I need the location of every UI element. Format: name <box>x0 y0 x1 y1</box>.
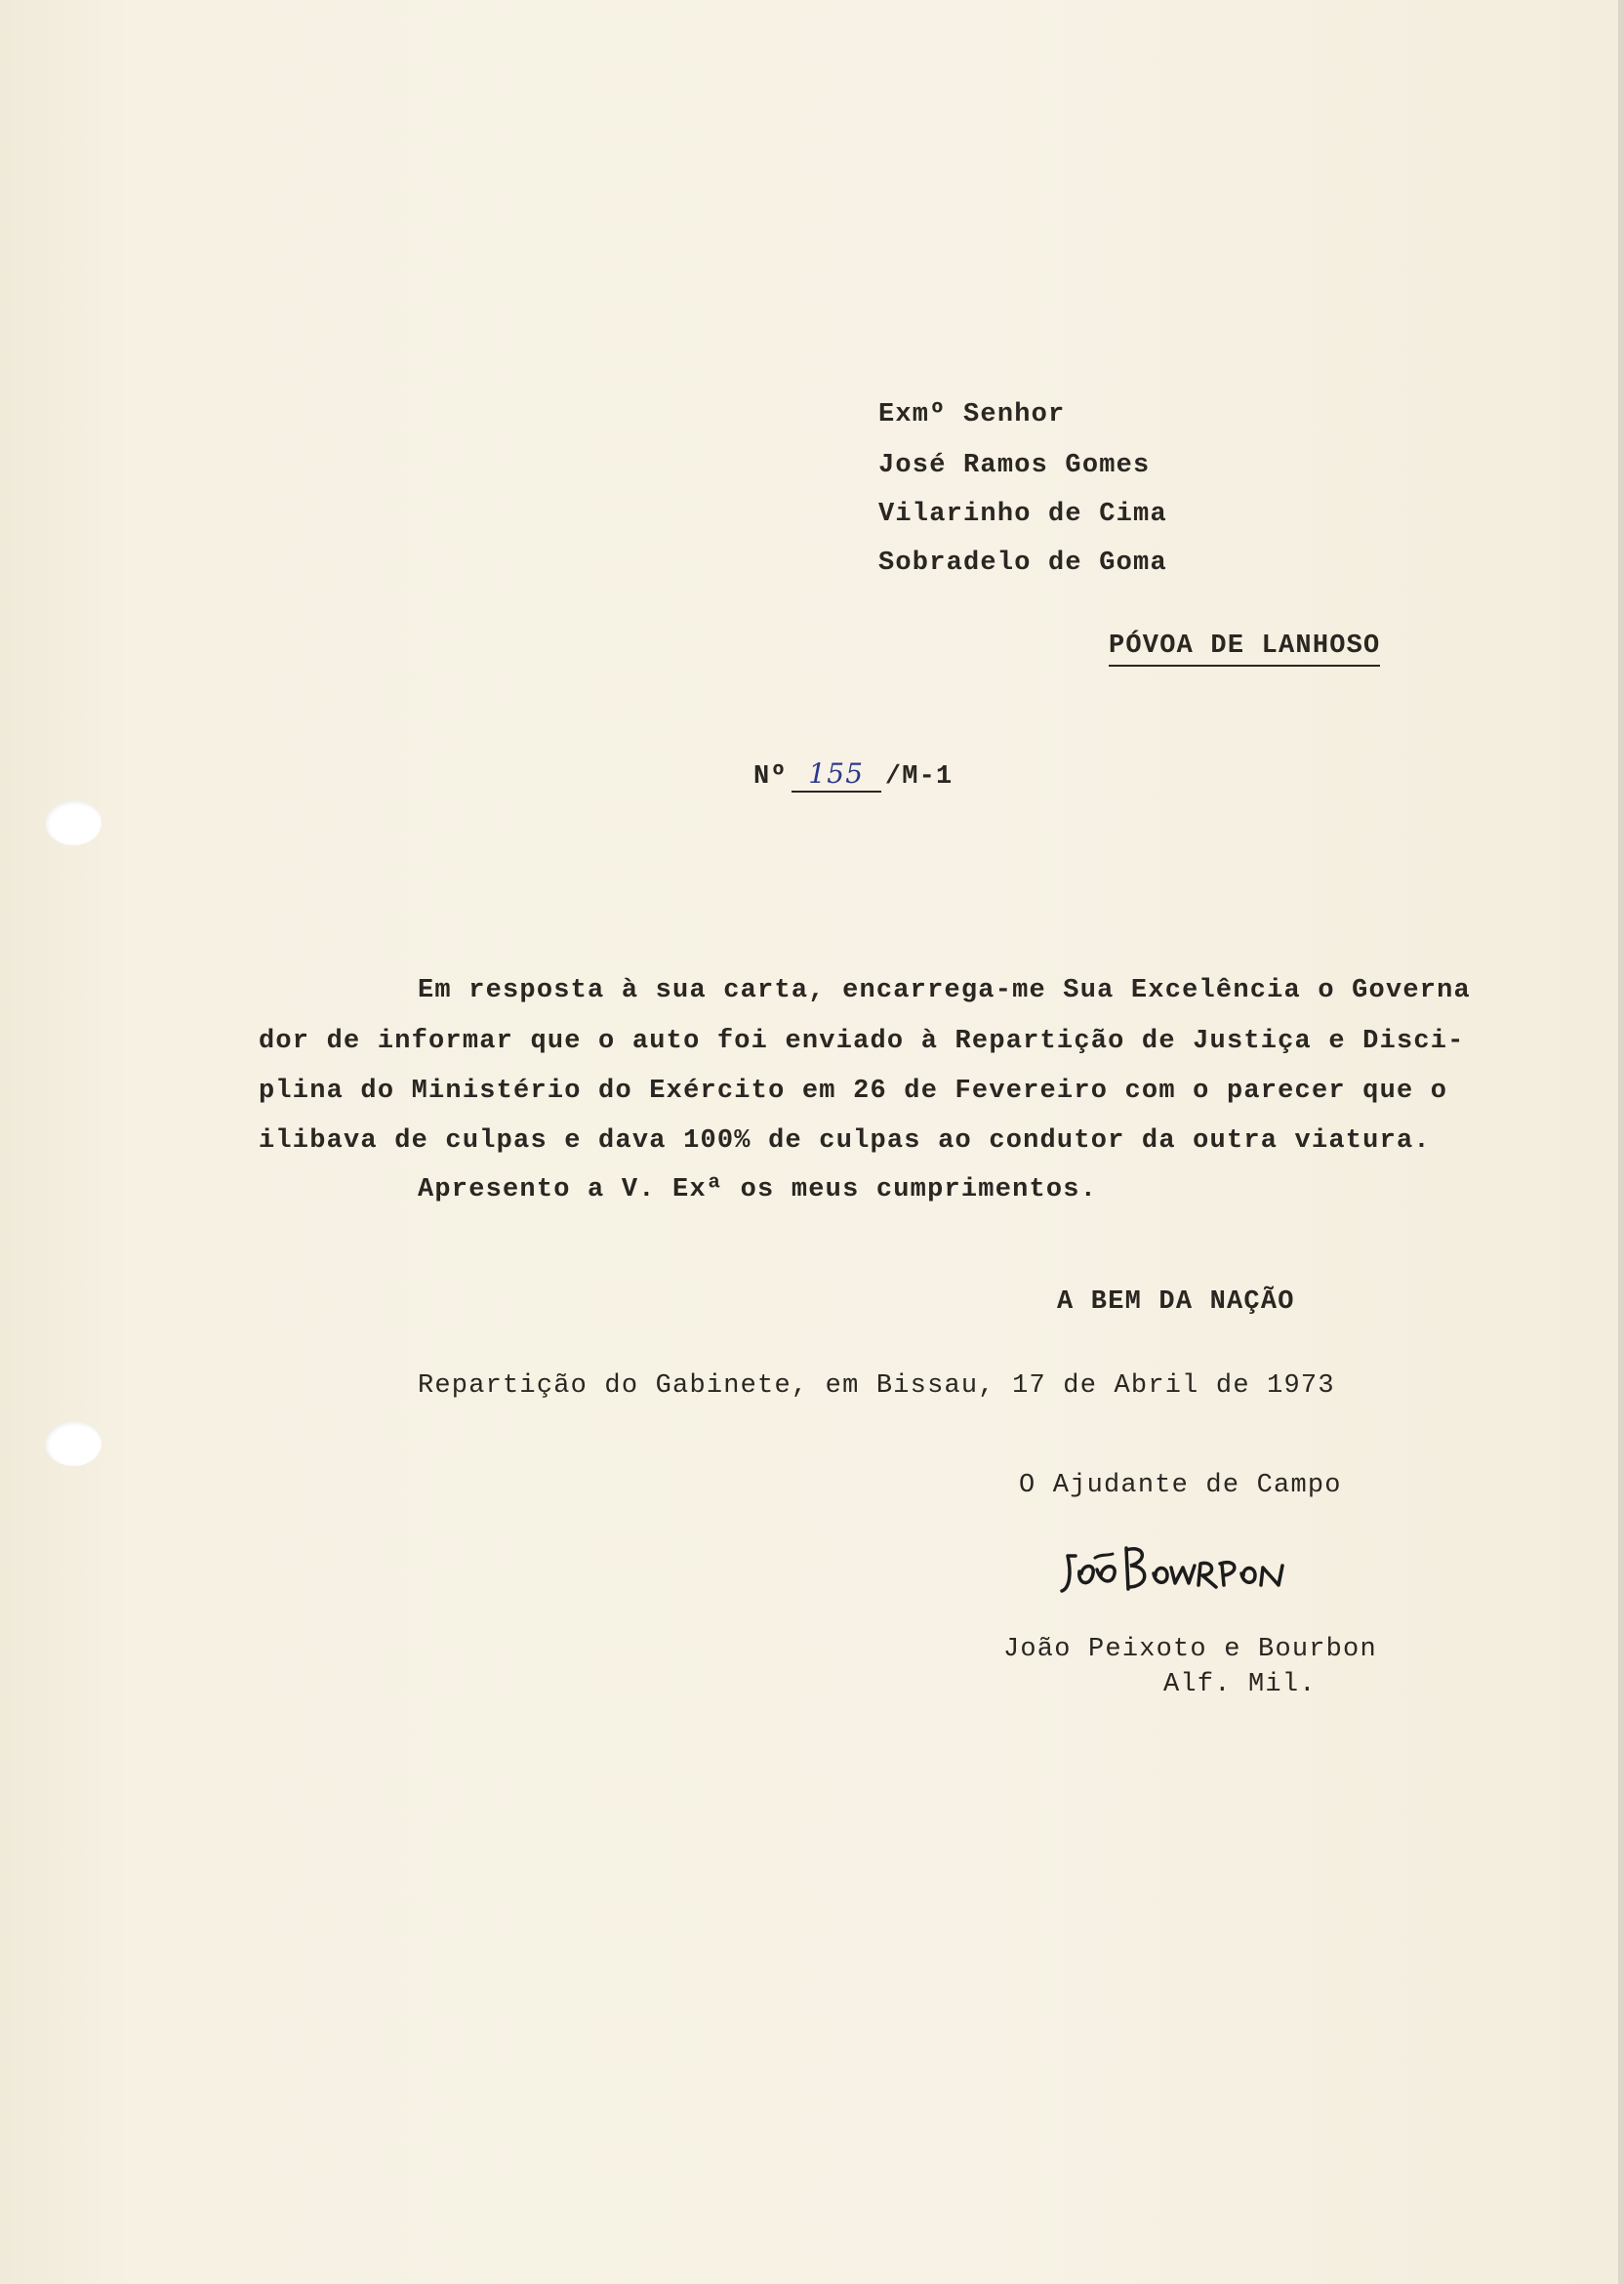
motto: A BEM DA NAÇÃO <box>1057 1287 1295 1317</box>
body-closing: Apresento a V. Exª os meus cumprimentos. <box>418 1175 1098 1204</box>
signatory-rank: Alf. Mil. <box>1163 1670 1317 1699</box>
recipient-name: José Ramos Gomes <box>878 451 1151 480</box>
signature-icon <box>1058 1534 1292 1603</box>
page-edge <box>1618 0 1624 2284</box>
body-line-2: dor de informar que o auto foi enviado à Repartição de Justiça e Disci- <box>259 1027 1465 1056</box>
reference-line <box>753 757 953 794</box>
punch-hole-top <box>45 800 102 845</box>
signatory-role: O Ajudante de Campo <box>1019 1471 1342 1500</box>
signatory-name: João Peixoto e Bourbon <box>1003 1635 1377 1664</box>
body-line-3: plina do Ministério do Exército em 26 de Fevereiro com o parecer que o <box>259 1077 1448 1106</box>
reference-number: 155 <box>792 757 881 793</box>
body-line-4: ilibava de culpas e dava 100% de culpas ao condutor da outra viatura. <box>259 1126 1431 1156</box>
reference-prefix: Nº <box>753 762 788 792</box>
recipient-address-line-1: Vilarinho de Cima <box>878 500 1167 529</box>
place-date: Repartição do Gabinete, em Bissau, 17 de Abril de 1973 <box>418 1371 1335 1401</box>
punch-hole-bottom <box>45 1421 102 1466</box>
recipient-city: PÓVOA DE LANHOSO <box>1109 630 1380 667</box>
recipient-address-line-2: Sobradelo de Goma <box>878 549 1167 578</box>
signature <box>1058 1534 1292 1603</box>
recipient-salutation: Exmº Senhor <box>878 400 1066 429</box>
reference-suffix: /M-1 <box>884 762 954 792</box>
body-line-1: Em resposta à sua carta, encarrega-me Sua Excelência o Governa <box>418 976 1471 1005</box>
